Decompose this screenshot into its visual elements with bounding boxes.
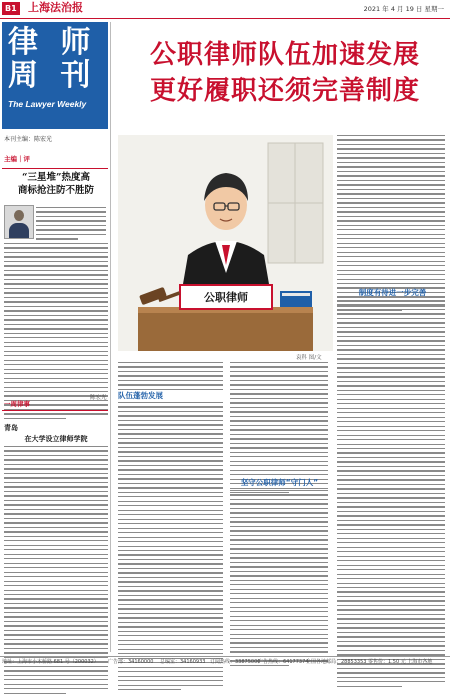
news-region: 青岛: [4, 424, 18, 432]
column-title-line-1: 律 师: [8, 25, 97, 60]
lawyer-illustration-drawing: [118, 135, 333, 351]
right-sub-title: 制度有待进一步完善: [358, 288, 427, 297]
sidebar-headline-line-1: “三星堆”热度高: [22, 172, 90, 183]
news-section-label: 一周律事: [4, 400, 30, 408]
sidebar-byline: 陈宏光: [90, 395, 107, 401]
footer-price: 零售价：1.50 元 上海市各地: [368, 659, 433, 665]
main-body-column-a-bottom: [337, 300, 445, 690]
author-photo-body: [9, 223, 29, 238]
column-divider: [110, 22, 111, 652]
main-headline-line-1: 公职律师队伍加速发展: [149, 40, 420, 70]
mid-sub-title: 坚守公职律师“守门人”: [240, 478, 319, 487]
footer-issue-info: 全国各地邮局：28853353: [306, 659, 367, 665]
column-title-line-2: 周 刊: [8, 58, 97, 93]
sidebar-headline-line-2: 商标抢注防不胜防: [17, 185, 94, 196]
author-photo: [4, 205, 34, 239]
sidebar-host-label: 主编｜评: [4, 155, 30, 163]
footer-address: 地址：上海市小木桥路 681 号（200032）: [2, 659, 99, 665]
paper-name: 上海法治报: [28, 1, 83, 14]
news-section-bar: [2, 398, 108, 411]
column-banner: [2, 22, 108, 129]
main-body-column-b: [118, 362, 223, 393]
illustration-sign-text: 公职律师: [204, 291, 248, 304]
masthead: [0, 0, 450, 19]
news-headline: 在大学设立律师学院: [24, 435, 88, 443]
column-editor: 本刊主编：陈宏光: [4, 136, 53, 143]
footer-news-phone: 总编室：34160933: [160, 659, 206, 665]
sub-section-title: 队伍蓬勃发展: [118, 391, 163, 400]
page-footer: [0, 656, 450, 669]
column-title: [8, 26, 96, 92]
main-headline-line-2: 更好履职还须完善制度: [149, 76, 420, 106]
sidebar-headline: [4, 171, 108, 197]
main-body-column-c-lower: [230, 490, 328, 669]
sidebar-host-tag: [2, 152, 108, 169]
illustration-credit: 袁科 图/文: [296, 355, 322, 361]
author-photo-head: [14, 210, 24, 221]
footer-distribution: 订阅热线：33875000: [210, 659, 261, 665]
page-number: B1: [2, 2, 20, 15]
footer-print-phone: 广告热线：64177374: [258, 659, 309, 665]
issue-date: 2021 年 4 月 19 日 星期一: [363, 5, 444, 13]
lawyer-illustration: [118, 135, 333, 351]
sidebar-body-text: [36, 207, 106, 243]
footer-ad-phone: 广告部：34160000: [108, 659, 154, 665]
main-body-column-b-lower: [118, 402, 223, 693]
column-subtitle: The Lawyer Weekly: [8, 99, 87, 109]
